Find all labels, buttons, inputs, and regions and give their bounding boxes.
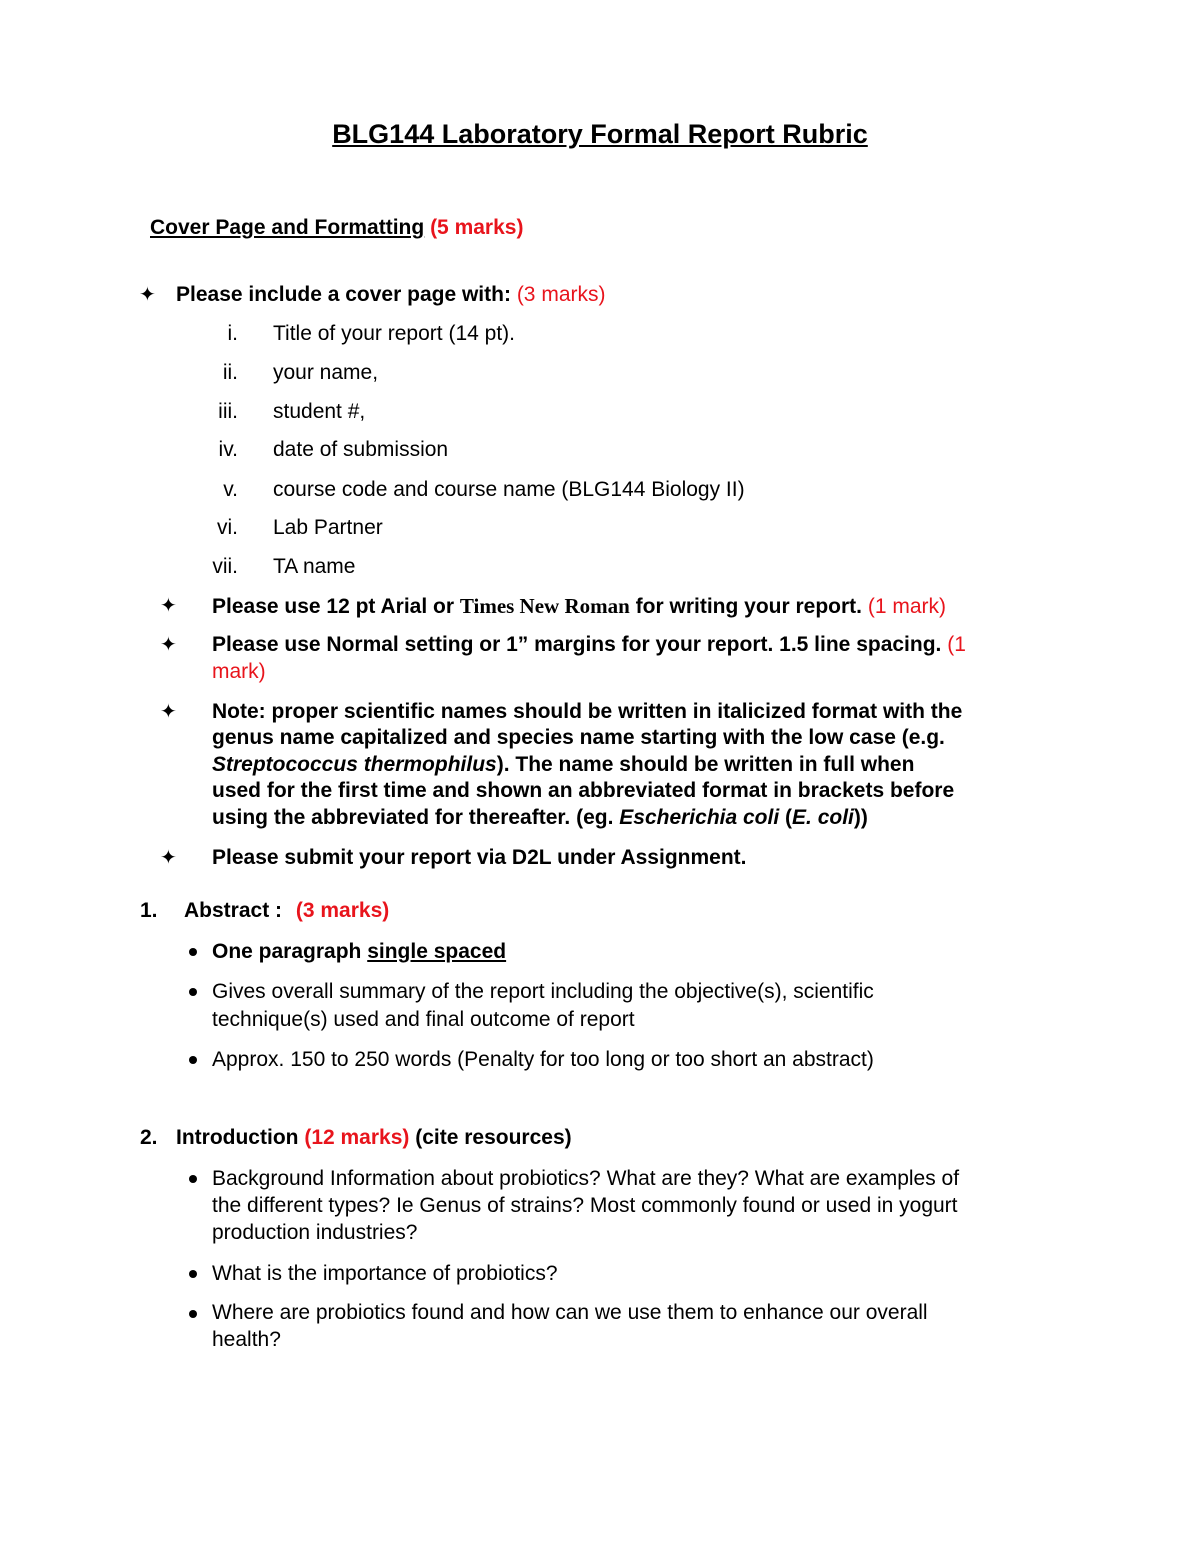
cover-section-heading (150, 214, 523, 242)
cover-item: Lab Partner (273, 516, 383, 539)
note-line-3-rest: ). The name should be written in full when (496, 753, 915, 776)
cover-include-label: Please include a cover page with: (176, 283, 511, 306)
cover-include-line (176, 281, 605, 309)
margin-text: Please use Normal setting or 1” margins for your report. 1.5 line spacing. (212, 633, 942, 656)
abstract-bullet-1-b: single spaced (367, 940, 507, 963)
cover-heading-text: Cover Page and Formatting (150, 216, 425, 239)
roman-numeral: v. (223, 478, 238, 501)
font-text-c: for writing your report. (635, 595, 862, 618)
abstract-bullet-1 (212, 938, 506, 966)
intro-number: 2. (140, 1126, 158, 1149)
note-line-5 (212, 804, 868, 832)
submit-instruction: Please submit your report via D2L under Assignment. (212, 846, 747, 869)
abstract-bullet-2-line-1: Gives overall summary of the report including the objective(s), scientific (212, 980, 874, 1003)
cover-item: student #, (273, 400, 366, 423)
star-bullet-icon: ✦ (160, 847, 177, 869)
abstract-heading (184, 897, 389, 925)
note-line-3 (212, 751, 914, 779)
abstract-heading-text: Abstract : (184, 899, 283, 922)
margin-marks-cont: mark) (212, 660, 266, 683)
intro-bullet-1-line-1: Background Information about probiotics? What are they? What are examples of (212, 1167, 960, 1190)
intro-bullet-3-line-1: Where are probiotics found and how can we use them to enhance our overall (212, 1301, 928, 1324)
note-line-2: genus name capitalized and species name starting with the low case (e.g. (212, 726, 945, 749)
intro-marks: (12 marks) (304, 1126, 410, 1149)
roman-numeral: ii. (222, 361, 238, 384)
star-bullet-icon: ✦ (139, 284, 156, 306)
roman-numeral: i. (227, 322, 238, 345)
bullet-dot-icon (189, 1056, 197, 1064)
roman-numeral: vi. (217, 516, 238, 539)
cover-item: TA name (273, 555, 356, 578)
intro-bullet-1-line-2: the different types? Ie Genus of strains? Most commonly found or used in yogurt (212, 1194, 958, 1217)
abstract-bullet-2-line-2: technique(s) used and final outcome of report (212, 1008, 635, 1031)
cover-item: course code and course name (BLG144 Biology II) (273, 478, 745, 501)
font-requirement (212, 592, 946, 621)
intro-bullet-1-line-3: production industries? (212, 1221, 418, 1244)
star-bullet-icon: ✦ (160, 634, 177, 656)
note-ecoli-italic: Escherichia coli (619, 806, 780, 829)
intro-heading (176, 1124, 572, 1152)
note-line-1: Note: proper scientific names should be written in italicized format with the (212, 700, 963, 723)
abstract-bullet-1-a: One paragraph (212, 940, 362, 963)
cover-include-marks: (3 marks) (516, 283, 606, 306)
star-bullet-icon: ✦ (160, 701, 177, 723)
page-title: BLG144 Laboratory Formal Report Rubric (332, 119, 868, 149)
cover-heading-marks: (5 marks) (430, 216, 524, 239)
note-line-5-c: )) (853, 806, 868, 829)
bullet-dot-icon (189, 948, 197, 956)
intro-bullet-3-line-2: health? (212, 1328, 281, 1351)
cover-item: your name, (273, 361, 379, 384)
intro-cite: (cite resources) (415, 1126, 572, 1149)
intro-bullet-2: What is the importance of probiotics? (212, 1262, 558, 1285)
bullet-dot-icon (189, 1175, 197, 1183)
note-species-italic: Streptococcus thermophilus (212, 753, 497, 776)
abstract-bullet-3: Approx. 150 to 250 words (Penalty for too long or too short an abstract) (212, 1048, 874, 1071)
note-line-4: used for the first time and shown an abbreviated format in brackets before (212, 779, 955, 802)
cover-item: Title of your report (14 pt). (273, 322, 515, 345)
roman-numeral: iii. (218, 400, 238, 423)
roman-numeral: vii. (212, 555, 238, 578)
star-bullet-icon: ✦ (160, 595, 177, 617)
margin-marks: (1 (947, 633, 966, 656)
note-ecoli-abbrev: E. coli (792, 806, 854, 829)
font-marks: (1 mark) (867, 595, 947, 618)
bullet-dot-icon (189, 1270, 197, 1278)
bullet-dot-icon (189, 988, 197, 996)
roman-numeral: iv. (218, 438, 238, 461)
abstract-number: 1. (140, 899, 158, 922)
font-text-a: Please use 12 pt Arial or (212, 595, 455, 618)
note-line-5-a: using the abbreviated for thereafter. (eg. (212, 806, 614, 829)
note-line-5-b: ( (785, 806, 793, 829)
bullet-dot-icon (189, 1310, 197, 1318)
intro-heading-text: Introduction (176, 1126, 299, 1149)
margin-requirement (212, 631, 966, 659)
abstract-marks: (3 marks) (295, 899, 390, 922)
cover-item: date of submission (273, 438, 449, 461)
font-text-serif: Times New Roman (459, 594, 630, 618)
